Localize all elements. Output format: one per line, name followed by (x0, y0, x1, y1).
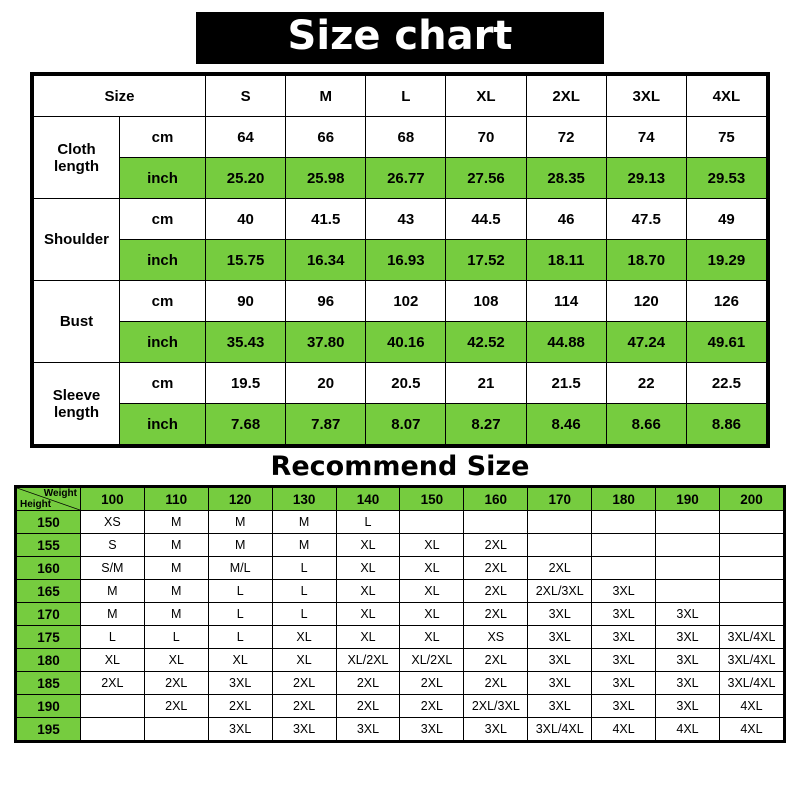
recommend-cell: 3XL/4XL (719, 672, 783, 695)
recommend-cell: XL (336, 534, 400, 557)
recommend-header-row (17, 488, 784, 511)
recommend-cell: L (272, 603, 336, 626)
cell: 72 (526, 117, 606, 158)
recommend-cell: 2XL (144, 695, 208, 718)
recommend-cell: 2XL/3XL (464, 695, 528, 718)
cell: 108 (446, 281, 526, 322)
cell: 16.93 (366, 240, 446, 281)
cell: 28.35 (526, 158, 606, 199)
recommend-cell: 2XL (400, 695, 464, 718)
recommend-cell: 3XL (656, 672, 720, 695)
cell: 96 (286, 281, 366, 322)
cell: 70 (446, 117, 526, 158)
recommend-cell (719, 580, 783, 603)
recommend-cell (719, 557, 783, 580)
row-label-shoulder: Shoulder (34, 199, 120, 281)
recommend-height-header-160: 160 (17, 557, 81, 580)
table-row (34, 363, 767, 404)
recommend-table-wrap (14, 485, 786, 743)
corner-weight-label: Weight (43, 488, 77, 499)
recommend-cell (528, 534, 592, 557)
recommend-cell: M (272, 534, 336, 557)
recommend-cell: M (208, 534, 272, 557)
recommend-cell: 2XL (272, 672, 336, 695)
cell: 21 (446, 363, 526, 404)
cell: 22 (606, 363, 686, 404)
recommend-cell: 2XL (464, 649, 528, 672)
size-chart-table-wrap (30, 72, 770, 448)
cell: 8.86 (686, 404, 766, 445)
recommend-cell: 3XL (528, 649, 592, 672)
cell: 42.52 (446, 322, 526, 363)
recommend-cell: 2XL (336, 672, 400, 695)
cell: 21.5 (526, 363, 606, 404)
unit-inch: inch (120, 404, 206, 445)
cell: 68 (366, 117, 446, 158)
cell: 35.43 (206, 322, 286, 363)
cell: 47.5 (606, 199, 686, 240)
cell: 7.68 (206, 404, 286, 445)
recommend-cell (464, 511, 528, 534)
recommend-weight-header-170: 170 (528, 488, 592, 511)
unit-inch: inch (120, 240, 206, 281)
recommend-weight-header-160: 160 (464, 488, 528, 511)
recommend-cell: 3XL (592, 649, 656, 672)
cell: 120 (606, 281, 686, 322)
unit-inch: inch (120, 158, 206, 199)
recommend-cell: L (208, 580, 272, 603)
recommend-cell: 2XL (464, 603, 528, 626)
recommend-cell: 4XL (719, 695, 783, 718)
recommend-weight-header-180: 180 (592, 488, 656, 511)
cell: 74 (606, 117, 686, 158)
cell: 15.75 (206, 240, 286, 281)
recommend-cell: XL (336, 580, 400, 603)
recommend-row (17, 534, 784, 557)
cell: 8.66 (606, 404, 686, 445)
recommend-cell: XL (144, 649, 208, 672)
page-title-banner (196, 12, 604, 64)
recommend-cell: L (80, 626, 144, 649)
recommend-cell: M (144, 603, 208, 626)
corner-header-cell (17, 488, 81, 511)
recommend-cell: 3XL/4XL (528, 718, 592, 741)
cell: 49.61 (686, 322, 766, 363)
recommend-table (16, 487, 784, 741)
recommend-cell: XL (400, 534, 464, 557)
cell: 40 (206, 199, 286, 240)
recommend-cell: 3XL (592, 603, 656, 626)
recommend-cell: 2XL (528, 557, 592, 580)
recommend-cell (719, 603, 783, 626)
unit-inch: inch (120, 322, 206, 363)
recommend-cell: 3XL (656, 626, 720, 649)
cell: 40.16 (366, 322, 446, 363)
recommend-cell: 2XL (272, 695, 336, 718)
recommend-height-header-175: 175 (17, 626, 81, 649)
recommend-weight-header-100: 100 (80, 488, 144, 511)
cell: 126 (686, 281, 766, 322)
size-chart-table (33, 75, 767, 445)
recommend-cell: M (144, 557, 208, 580)
recommend-cell: XL (80, 649, 144, 672)
recommend-cell: XL (336, 603, 400, 626)
unit-cm: cm (120, 281, 206, 322)
cell: 16.34 (286, 240, 366, 281)
cell: 66 (286, 117, 366, 158)
cell: 20 (286, 363, 366, 404)
recommend-cell (656, 580, 720, 603)
cell: 114 (526, 281, 606, 322)
cell: 8.46 (526, 404, 606, 445)
recommend-cell (656, 511, 720, 534)
recommend-weight-header-140: 140 (336, 488, 400, 511)
recommend-cell: 3XL (528, 603, 592, 626)
recommend-cell (592, 557, 656, 580)
row-label-cloth-length: Cloth length (34, 117, 120, 199)
recommend-cell: 2XL (400, 672, 464, 695)
recommend-cell: XL (400, 626, 464, 649)
recommend-weight-header-190: 190 (656, 488, 720, 511)
recommend-weight-header-130: 130 (272, 488, 336, 511)
recommend-cell: M (144, 580, 208, 603)
cell: 25.98 (286, 158, 366, 199)
recommend-cell: XS (80, 511, 144, 534)
cell: 44.88 (526, 322, 606, 363)
cell: 26.77 (366, 158, 446, 199)
recommend-cell: 2XL (80, 672, 144, 695)
unit-cm: cm (120, 363, 206, 404)
size-header-4xl: 4XL (686, 76, 766, 117)
recommend-cell (592, 511, 656, 534)
recommend-height-header-170: 170 (17, 603, 81, 626)
recommend-cell: M/L (208, 557, 272, 580)
unit-cm: cm (120, 117, 206, 158)
recommend-weight-header-120: 120 (208, 488, 272, 511)
table-row (34, 322, 767, 363)
recommend-row (17, 695, 784, 718)
recommend-cell: L (208, 603, 272, 626)
table-row (34, 158, 767, 199)
cell: 25.20 (206, 158, 286, 199)
recommend-cell: XL (400, 603, 464, 626)
recommend-cell: L (272, 580, 336, 603)
size-header-3xl: 3XL (606, 76, 686, 117)
recommend-cell: 3XL (592, 695, 656, 718)
recommend-cell: XL (208, 649, 272, 672)
recommend-cell: 3XL (400, 718, 464, 741)
recommend-cell: 2XL (464, 557, 528, 580)
recommend-cell: 3XL (528, 695, 592, 718)
recommend-cell (400, 511, 464, 534)
recommend-weight-header-200: 200 (719, 488, 783, 511)
recommend-cell (592, 534, 656, 557)
recommend-cell: M (80, 580, 144, 603)
recommend-cell: 2XL (336, 695, 400, 718)
cell: 41.5 (286, 199, 366, 240)
recommend-cell: M (80, 603, 144, 626)
recommend-cell: 3XL (208, 718, 272, 741)
corner-height-label: Height (20, 499, 52, 510)
recommend-cell: M (144, 534, 208, 557)
recommend-weight-header-110: 110 (144, 488, 208, 511)
recommend-row (17, 626, 784, 649)
row-label-sleeve-length: Sleeve length (34, 363, 120, 445)
page-title: Size chart (287, 13, 513, 59)
cell: 37.80 (286, 322, 366, 363)
table-row (34, 281, 767, 322)
size-header-s: S (206, 76, 286, 117)
table-row (34, 117, 767, 158)
recommend-cell (80, 718, 144, 741)
recommend-cell: 3XL (656, 695, 720, 718)
size-header-2xl: 2XL (526, 76, 606, 117)
recommend-row (17, 580, 784, 603)
recommend-cell: XS (464, 626, 528, 649)
cell: 20.5 (366, 363, 446, 404)
recommend-cell: XL (400, 580, 464, 603)
cell: 8.07 (366, 404, 446, 445)
recommend-cell: XL (272, 649, 336, 672)
recommend-cell: 3XL (592, 672, 656, 695)
recommend-cell: S/M (80, 557, 144, 580)
cell: 7.87 (286, 404, 366, 445)
recommend-cell: L (272, 557, 336, 580)
recommend-cell (719, 511, 783, 534)
table-header-row (34, 76, 767, 117)
unit-cm: cm (120, 199, 206, 240)
cell: 90 (206, 281, 286, 322)
recommend-cell (144, 718, 208, 741)
recommend-cell: 2XL (208, 695, 272, 718)
cell: 8.27 (446, 404, 526, 445)
recommend-row (17, 603, 784, 626)
recommend-cell: 2XL (464, 534, 528, 557)
recommend-row (17, 557, 784, 580)
recommend-cell: 2XL/3XL (528, 580, 592, 603)
recommend-cell: 2XL (464, 672, 528, 695)
recommend-cell: 3XL (336, 718, 400, 741)
cell: 46 (526, 199, 606, 240)
size-header-m: M (286, 76, 366, 117)
cell: 27.56 (446, 158, 526, 199)
recommend-cell: 3XL (208, 672, 272, 695)
recommend-height-header-180: 180 (17, 649, 81, 672)
recommend-cell: 3XL/4XL (719, 626, 783, 649)
recommend-height-header-185: 185 (17, 672, 81, 695)
recommend-cell: 3XL (528, 672, 592, 695)
recommend-height-header-155: 155 (17, 534, 81, 557)
recommend-height-header-195: 195 (17, 718, 81, 741)
cell: 75 (686, 117, 766, 158)
table-row (34, 404, 767, 445)
cell: 29.13 (606, 158, 686, 199)
recommend-cell: XL (400, 557, 464, 580)
recommend-cell: L (208, 626, 272, 649)
recommend-cell: 3XL (592, 580, 656, 603)
recommend-cell: 3XL (656, 649, 720, 672)
recommend-cell: 4XL (656, 718, 720, 741)
cell: 44.5 (446, 199, 526, 240)
cell: 43 (366, 199, 446, 240)
recommend-cell: XL (272, 626, 336, 649)
recommend-cell: L (144, 626, 208, 649)
cell: 18.11 (526, 240, 606, 281)
recommend-cell (528, 511, 592, 534)
row-label-bust: Bust (34, 281, 120, 363)
recommend-cell: 3XL/4XL (719, 649, 783, 672)
cell: 47.24 (606, 322, 686, 363)
size-header-l: L (366, 76, 446, 117)
cell: 22.5 (686, 363, 766, 404)
recommend-cell: 3XL (272, 718, 336, 741)
cell: 49 (686, 199, 766, 240)
recommend-weight-header-150: 150 (400, 488, 464, 511)
cell: 19.29 (686, 240, 766, 281)
recommend-cell: XL/2XL (336, 649, 400, 672)
recommend-cell: S (80, 534, 144, 557)
recommend-row (17, 718, 784, 741)
recommend-size-title: Recommend Size (270, 451, 530, 482)
recommend-cell: M (272, 511, 336, 534)
recommend-height-header-150: 150 (17, 511, 81, 534)
table-row (34, 240, 767, 281)
cell: 19.5 (206, 363, 286, 404)
recommend-cell (80, 695, 144, 718)
recommend-cell: XL (336, 626, 400, 649)
recommend-cell: M (208, 511, 272, 534)
size-header-label: Size (34, 76, 206, 117)
recommend-cell: L (336, 511, 400, 534)
recommend-cell: 3XL (656, 603, 720, 626)
recommend-cell: M (144, 511, 208, 534)
table-row (34, 199, 767, 240)
recommend-cell: 3XL (528, 626, 592, 649)
recommend-row (17, 511, 784, 534)
recommend-cell: XL (336, 557, 400, 580)
cell: 18.70 (606, 240, 686, 281)
recommend-cell (656, 534, 720, 557)
recommend-cell: 3XL (592, 626, 656, 649)
cell: 64 (206, 117, 286, 158)
recommend-height-header-165: 165 (17, 580, 81, 603)
recommend-cell (719, 534, 783, 557)
recommend-row (17, 672, 784, 695)
recommend-cell: 3XL (464, 718, 528, 741)
recommend-cell: XL/2XL (400, 649, 464, 672)
recommend-cell (656, 557, 720, 580)
cell: 102 (366, 281, 446, 322)
recommend-cell: 2XL (144, 672, 208, 695)
recommend-cell: 2XL (464, 580, 528, 603)
recommend-cell: 4XL (592, 718, 656, 741)
size-header-xl: XL (446, 76, 526, 117)
cell: 17.52 (446, 240, 526, 281)
recommend-row (17, 649, 784, 672)
recommend-height-header-190: 190 (17, 695, 81, 718)
recommend-cell: 4XL (719, 718, 783, 741)
cell: 29.53 (686, 158, 766, 199)
